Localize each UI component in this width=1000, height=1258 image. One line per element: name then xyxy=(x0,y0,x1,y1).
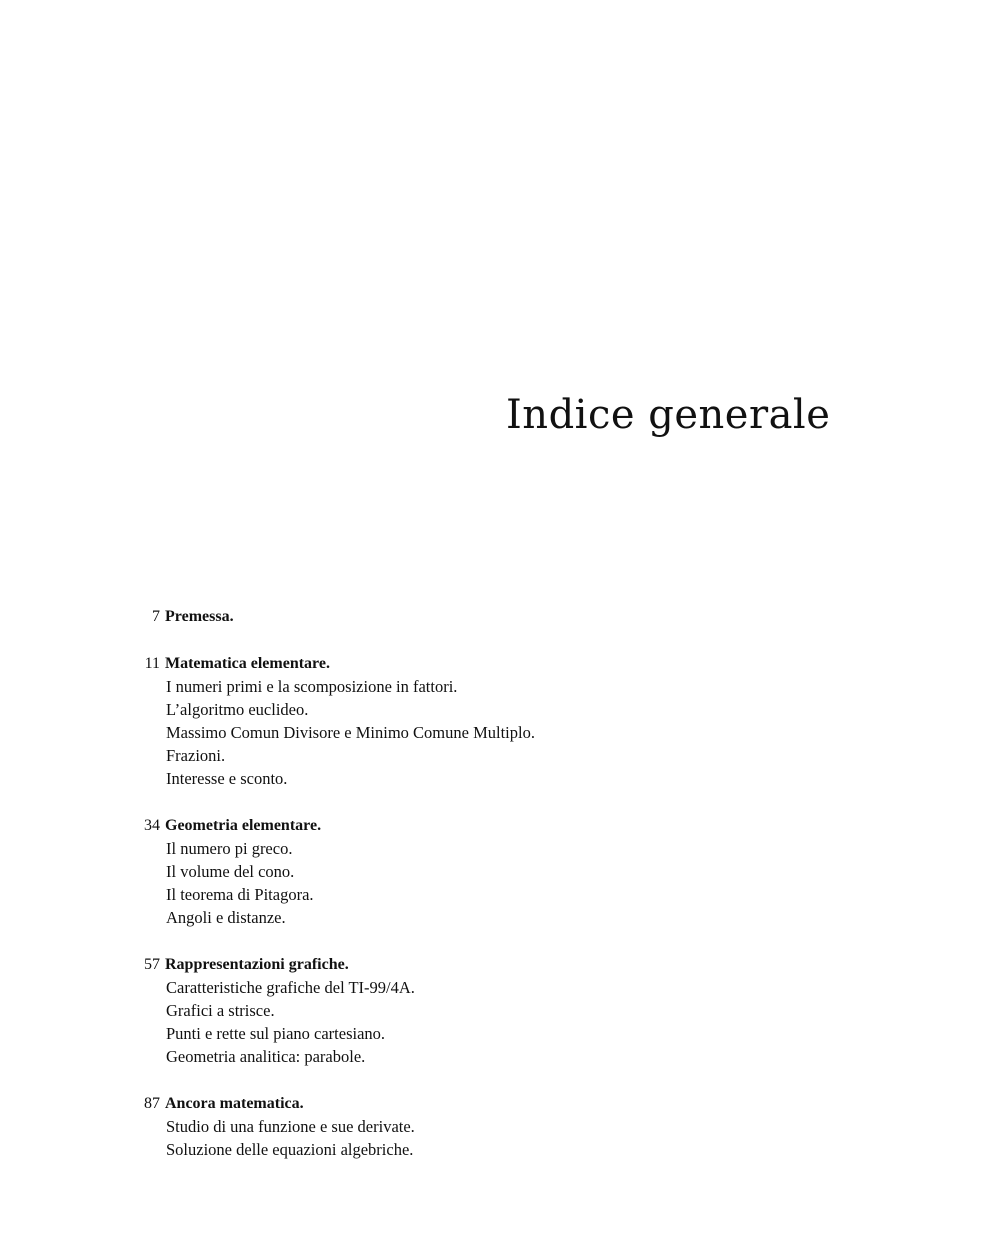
toc-section-heading xyxy=(132,652,752,675)
topic-item: Soluzione delle equazioni algebriche. xyxy=(166,1140,414,1159)
toc-section xyxy=(132,652,752,790)
topic-item: Caratteristiche grafiche del TI-99/4A. xyxy=(166,978,415,997)
page-number: 7 xyxy=(152,608,160,625)
page-number: 34 xyxy=(144,817,160,834)
section-title: Matematica elementare. xyxy=(165,655,330,672)
toc-section xyxy=(132,605,752,628)
section-title: Premessa. xyxy=(165,608,234,625)
topic-item: Il volume del cono. xyxy=(166,862,295,881)
topic-list xyxy=(132,976,752,1068)
topic-item: Angoli e distanze. xyxy=(166,908,286,927)
page-number: 11 xyxy=(144,655,160,672)
topic-item: Interesse e sconto. xyxy=(166,769,288,788)
page-title: Indice generale xyxy=(506,392,831,438)
toc-section xyxy=(132,1092,752,1161)
topic-item: Frazioni. xyxy=(166,746,226,765)
toc-section-heading xyxy=(132,1092,752,1115)
section-title: Geometria elementare. xyxy=(165,817,322,834)
toc-section-heading xyxy=(132,953,752,976)
topic-item: Grafici a strisce. xyxy=(166,1001,275,1020)
topic-item: L’algoritmo euclideo. xyxy=(166,700,309,719)
table-of-contents xyxy=(132,605,752,1185)
topic-list xyxy=(132,837,752,929)
topic-item: Studio di una funzione e sue derivate. xyxy=(166,1117,415,1136)
toc-section-heading xyxy=(132,605,752,628)
topic-item: Punti e rette sul piano cartesiano. xyxy=(166,1024,386,1043)
topic-item: Massimo Comun Divisore e Minimo Comune Multiplo. xyxy=(166,723,535,742)
toc-section-heading xyxy=(132,814,752,837)
topic-list xyxy=(132,675,752,790)
topic-item: Il numero pi greco. xyxy=(166,839,293,858)
topic-list xyxy=(132,1115,752,1161)
section-title: Rappresentazioni grafiche. xyxy=(165,956,349,973)
toc-section xyxy=(132,814,752,929)
topic-item: I numeri primi e la scomposizione in fattori. xyxy=(166,677,458,696)
topic-item: Geometria analitica: parabole. xyxy=(166,1047,366,1066)
section-title: Ancora matematica. xyxy=(165,1095,304,1112)
page-number: 87 xyxy=(144,1095,160,1112)
topic-item: Il teorema di Pitagora. xyxy=(166,885,314,904)
page-number: 57 xyxy=(144,956,160,973)
toc-section xyxy=(132,953,752,1068)
